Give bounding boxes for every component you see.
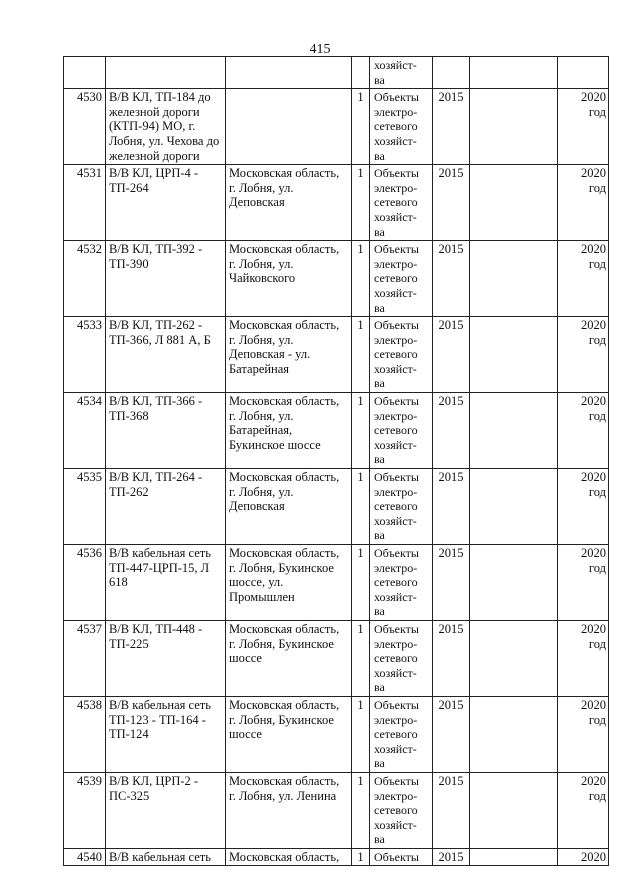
cell-year: 2015	[433, 848, 470, 866]
cell-category	[370, 545, 433, 621]
cell-name: В/В КЛ, ТП-448 - ТП-225	[106, 620, 226, 696]
category-line: хозяйст-	[374, 665, 417, 680]
category-line: хозяйст-	[374, 133, 417, 148]
deadline-line: год	[588, 788, 606, 803]
category-line: электро-	[374, 408, 418, 423]
deadline-line: год	[588, 484, 606, 499]
deadline-line: год	[588, 180, 606, 195]
cell-deadline	[558, 57, 609, 89]
deadline-line: 2020	[581, 470, 606, 485]
cell-qty: 1	[352, 696, 370, 772]
category-line: хозяйст-	[374, 361, 417, 376]
category-line: электро-	[374, 104, 418, 119]
cell-address: Московская область, г. Лобня, Букинское шоссе, ул. Промышлен	[226, 545, 352, 621]
cell-address: Московская область, г. Лобня, ул. Батарейная, Букинское шоссе	[226, 393, 352, 469]
category-line: Объекты	[374, 318, 419, 333]
cell-year: 2015	[433, 696, 470, 772]
cell-name: В/В КЛ, ТП-262 - ТП-366, Л 881 А, Б	[106, 317, 226, 393]
category-line: сетевого	[374, 499, 418, 514]
category-line: ва	[374, 224, 385, 239]
cell-name: В/В кабельная сеть ТП-447-ЦРП-15, Л 618	[106, 545, 226, 621]
cell-empty	[470, 241, 558, 317]
cell-qty: 1	[352, 393, 370, 469]
cell-name: В/В кабельная сеть ТП-123 - ТП-164 - ТП-124	[106, 696, 226, 772]
cell-year: 2015	[433, 165, 470, 241]
category-line: сетевого	[374, 347, 418, 362]
cell-num: 4530	[64, 89, 106, 165]
page-number: 415	[309, 42, 331, 57]
cell-num: 4538	[64, 696, 106, 772]
deadline-line: 2020	[581, 773, 606, 788]
cell-qty: 1	[352, 241, 370, 317]
category-line: хозяйст-	[374, 209, 417, 224]
deadline-line: год	[588, 408, 606, 423]
category-line: ва	[374, 832, 385, 847]
category-line: электро-	[374, 560, 418, 575]
table-row	[64, 545, 609, 621]
table-row	[64, 165, 609, 241]
cell-num: 4532	[64, 241, 106, 317]
cell-empty	[470, 696, 558, 772]
cell-deadline	[558, 393, 609, 469]
cell-empty	[470, 89, 558, 165]
cell-category	[370, 165, 433, 241]
category-line: ва	[374, 528, 385, 543]
cell-deadline	[558, 469, 609, 545]
category-line: сетевого	[374, 727, 418, 742]
category-line: хозяйст-	[374, 817, 417, 832]
category-line: электро-	[374, 712, 418, 727]
table-row	[64, 620, 609, 696]
category-line: электро-	[374, 484, 418, 499]
deadline-line: 2020	[581, 166, 606, 181]
cell-address	[226, 57, 352, 89]
cell-category	[370, 469, 433, 545]
cell-empty	[470, 317, 558, 393]
cell-empty	[470, 545, 558, 621]
deadline-line: 2020	[581, 621, 606, 636]
cell-address: Московская область, г. Лобня, ул. Деповская	[226, 165, 352, 241]
cell-deadline	[558, 696, 609, 772]
cell-empty	[470, 165, 558, 241]
cell-year: 2015	[433, 317, 470, 393]
cell-deadline	[558, 772, 609, 848]
cell-num: 4540	[64, 848, 106, 866]
category-line: сетевого	[374, 803, 418, 818]
deadline-line: год	[588, 560, 606, 575]
cell-category	[370, 848, 433, 866]
deadline-line: год	[588, 636, 606, 651]
cell-address: Московская область,	[226, 848, 352, 866]
cell-empty	[470, 848, 558, 866]
table-row	[64, 772, 609, 848]
cell-qty	[352, 57, 370, 89]
cell-year: 2015	[433, 89, 470, 165]
table-row	[64, 393, 609, 469]
category-line: Объекты	[374, 166, 419, 181]
cell-num: 4533	[64, 317, 106, 393]
cell-name: В/В КЛ, ЦРП-2 - ПС-325	[106, 772, 226, 848]
category-line: ва	[374, 756, 385, 771]
deadline-line: 2020	[581, 242, 606, 257]
cell-empty	[470, 772, 558, 848]
cell-deadline	[558, 620, 609, 696]
category-line: хозяйст-	[374, 589, 417, 604]
cell-address: Московская область, г. Лобня, ул. Ленина	[226, 772, 352, 848]
category-line: Объекты	[374, 697, 419, 712]
cell-qty: 1	[352, 89, 370, 165]
cell-empty	[470, 469, 558, 545]
category-line: сетевого	[374, 195, 418, 210]
cell-qty: 1	[352, 772, 370, 848]
deadline-line: 2020	[581, 546, 606, 560]
deadline-line: 2020	[581, 394, 606, 409]
cell-num: 4535	[64, 469, 106, 545]
category-line: хозяйст-	[374, 513, 417, 528]
cell-deadline	[558, 317, 609, 393]
category-line: электро-	[374, 180, 418, 195]
category-line: Объекты	[374, 773, 419, 788]
cell-year: 2015	[433, 545, 470, 621]
table-row	[64, 241, 609, 317]
category-line: сетевого	[374, 119, 418, 134]
category-line: электро-	[374, 332, 418, 347]
category-line: хозяйст-	[374, 741, 417, 756]
table-row	[64, 848, 609, 866]
category-line: электро-	[374, 636, 418, 651]
cell-address	[226, 89, 352, 165]
cell-empty	[470, 393, 558, 469]
cell-empty	[470, 57, 558, 89]
cell-name: В/В КЛ, ТП-264 - ТП-262	[106, 469, 226, 545]
category-line: ва	[374, 376, 385, 391]
category-line: ва	[374, 604, 385, 619]
cell-year	[433, 57, 470, 89]
category-line: Объекты	[374, 470, 419, 485]
cell-name: В/В КЛ, ТП-184 до железной дороги (КТП-94) МО, г. Лобня, ул. Чехова до железной дороги	[106, 89, 226, 165]
cell-num: 4531	[64, 165, 106, 241]
category-line: ва	[374, 300, 385, 315]
cell-num	[64, 57, 106, 89]
cell-category	[370, 620, 433, 696]
deadline-line: 2020	[581, 90, 606, 105]
category-line: Объекты	[374, 621, 419, 636]
cell-category	[370, 317, 433, 393]
cell-address: Московская область, г. Лобня, ул. Деповская	[226, 469, 352, 545]
cell-address: Московская область, г. Лобня, Букинское шоссе	[226, 696, 352, 772]
cell-category	[370, 696, 433, 772]
cell-qty: 1	[352, 317, 370, 393]
cell-name	[106, 57, 226, 89]
category-line: сетевого	[374, 651, 418, 666]
cell-name: В/В КЛ, ЦРП-4 - ТП-264	[106, 165, 226, 241]
category-line: Объекты	[374, 849, 419, 864]
cell-year: 2015	[433, 469, 470, 545]
cell-qty: 1	[352, 848, 370, 866]
category-line: сетевого	[374, 271, 418, 286]
deadline-line: 2020	[581, 849, 606, 864]
category-line: Объекты	[374, 90, 419, 105]
category-line: ва	[374, 72, 385, 87]
cell-category	[370, 57, 433, 89]
category-line: сетевого	[374, 575, 418, 590]
cell-category	[370, 89, 433, 165]
cell-category	[370, 393, 433, 469]
category-line: Объекты	[374, 546, 419, 560]
cell-deadline	[558, 89, 609, 165]
deadline-line: год	[588, 104, 606, 119]
deadline-line: 2020	[581, 697, 606, 712]
cell-empty	[470, 620, 558, 696]
cell-name: В/В КЛ, ТП-366 - ТП-368	[106, 393, 226, 469]
cell-num: 4539	[64, 772, 106, 848]
category-line: хозяйст-	[374, 285, 417, 300]
cell-deadline	[558, 241, 609, 317]
cell-year: 2015	[433, 393, 470, 469]
category-line: ва	[374, 148, 385, 163]
cell-address: Московская область, г. Лобня, Букинское шоссе	[226, 620, 352, 696]
cell-category	[370, 241, 433, 317]
cell-name: В/В кабельная сеть	[106, 848, 226, 866]
cell-num: 4536	[64, 545, 106, 621]
deadline-line: год	[588, 712, 606, 727]
category-line: хозяйст-	[374, 58, 417, 72]
cell-year: 2015	[433, 620, 470, 696]
table-row	[64, 469, 609, 545]
cell-qty: 1	[352, 469, 370, 545]
deadline-line: год	[588, 256, 606, 271]
category-line: Объекты	[374, 242, 419, 257]
cell-year: 2015	[433, 241, 470, 317]
category-line: электро-	[374, 256, 418, 271]
registry-table	[63, 56, 609, 866]
continuation-row	[64, 57, 609, 89]
deadline-line: 2020	[581, 318, 606, 333]
table-body	[64, 57, 609, 866]
cell-num: 4534	[64, 393, 106, 469]
cell-address: Московская область, г. Лобня, ул. Чайковского	[226, 241, 352, 317]
cell-category	[370, 772, 433, 848]
cell-qty: 1	[352, 165, 370, 241]
deadline-line: год	[588, 332, 606, 347]
cell-qty: 1	[352, 545, 370, 621]
cell-num: 4537	[64, 620, 106, 696]
cell-year: 2015	[433, 772, 470, 848]
cell-deadline	[558, 545, 609, 621]
cell-name: В/В КЛ, ТП-392 - ТП-390	[106, 241, 226, 317]
category-line: ва	[374, 452, 385, 467]
cell-deadline	[558, 848, 609, 866]
category-line: хозяйст-	[374, 437, 417, 452]
category-line: Объекты	[374, 394, 419, 409]
table-row	[64, 317, 609, 393]
category-line: электро-	[374, 788, 418, 803]
table-row	[64, 696, 609, 772]
category-line: ва	[374, 680, 385, 695]
cell-deadline	[558, 165, 609, 241]
category-line: сетевого	[374, 423, 418, 438]
table-row	[64, 89, 609, 165]
cell-qty: 1	[352, 620, 370, 696]
cell-address: Московская область, г. Лобня, ул. Деповская - ул. Батарейная	[226, 317, 352, 393]
